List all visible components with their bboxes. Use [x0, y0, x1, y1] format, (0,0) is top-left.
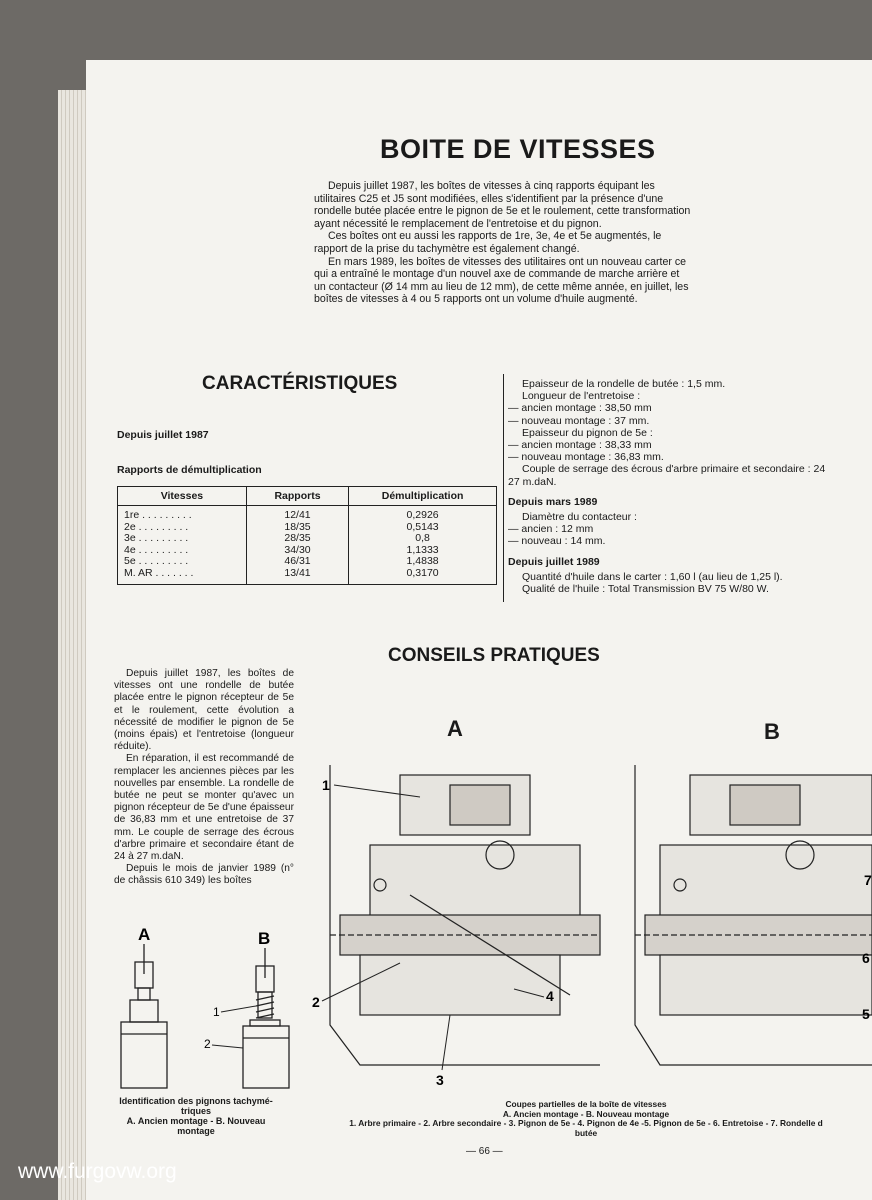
callout-arrow-1: [221, 1006, 256, 1012]
demult-value: 0,8: [415, 532, 430, 545]
vitesse-value: M. AR . . . . . . .: [124, 566, 194, 579]
tachymeter-pinion-figure: [100, 920, 290, 1095]
callout-2: 2: [204, 1037, 211, 1051]
rapport-value: 12/41: [284, 509, 311, 521]
conseils-paragraph: En réparation, il est recommandé de remplacer les anciennes pièces par les nouvelles par ensemble. La rondelle de butée ne peut se monter qu'avec un pignon récepteur de 5e d'une épaisseur de 36,83 mm et une entretoise de 37 mm. Le couple de serrage des écrous d'arbre primaire et secondaire étant de 24 à 27 m.daN.: [114, 753, 294, 863]
intro-paragraph: Depuis juillet 1987, les boîtes de vitesses à cinq rapports équipant les utilitaires C25 et J5 sont modifiées, elles s'identifient par la présence d'une rondelle butée placée entre le pignon de 5e et le roulement, cette transformation ayant nécessité le remplacement de l'entretoise et du pignon.: [314, 180, 691, 230]
callout-number: 2: [312, 994, 320, 1010]
vitesse-value: 2e . . . . . . . . .: [124, 520, 189, 533]
spec-line: — ancien montage : 38,50 mm: [508, 402, 652, 415]
caption-line: 1. Arbre primaire - 2. Arbre secondaire - 3. Pignon de 5e - 4. Pignon de 4e -5. Pignon de 5e - 6. Entretoise - 7. Rondelle d: [349, 1118, 823, 1129]
section-b-drawing: [635, 765, 872, 1065]
gearbox-section-figure: [300, 745, 872, 1095]
vitesses-cell: [118, 506, 247, 585]
column-header: Vitesses: [118, 487, 247, 506]
rapport-value: 13/41: [284, 566, 311, 579]
section-heading-caracteristiques: CARACTÉRISTIQUES: [202, 373, 398, 394]
conseils-paragraph: Depuis juillet 1987, les boîtes de vitesses ont une rondelle de butée placée entre le pignon récepteur de 5e et le roulement, cette évolution a nécessité de modifier le pignon de 5e (moins épais) et l'entretoise (longueur réduite).: [114, 668, 294, 753]
page-stack-edge: [58, 90, 88, 1200]
vitesse-value: 1re . . . . . . . . .: [124, 509, 192, 521]
conseils-text: [114, 668, 294, 888]
since-label: Depuis mars 1989: [508, 495, 598, 508]
callout-number: 5: [862, 1006, 870, 1022]
callout-line: [442, 1015, 450, 1070]
figure-label-b: B: [258, 929, 271, 948]
vitesse-value: 4e . . . . . . . . .: [124, 543, 189, 556]
rapport-value: 34/30: [284, 543, 311, 556]
spec-line: Qualité de l'huile : Total Transmission BV 75 W/80 W.: [522, 583, 769, 596]
callout-number: 6: [862, 950, 870, 966]
section-heading-conseils: CONSEILS PRATIQUES: [388, 645, 600, 666]
spec-line: Epaisseur du pignon de 5e :: [522, 426, 653, 439]
figure-label-a: A: [138, 925, 151, 944]
page-title: BOITE DE VITESSES: [380, 134, 656, 164]
spec-line: Couple de serrage des écrous d'arbre primaire et secondaire : 24: [522, 463, 826, 476]
callout-number: 4: [546, 988, 554, 1004]
watermark: www.furgovw.org: [18, 1160, 177, 1183]
demult-value: 1,1333: [406, 543, 439, 556]
vitesse-value: 5e . . . . . . . . .: [124, 555, 189, 568]
spec-line: — nouveau montage : 36,83 mm.: [508, 451, 664, 464]
rapport-value: 46/31: [284, 555, 311, 568]
callout-number: 7: [864, 872, 872, 888]
big-figure-caption: [300, 1100, 872, 1138]
spec-line: Diamètre du contacteur :: [522, 511, 637, 524]
section-a-drawing: [330, 765, 600, 1065]
caption-line: triques: [180, 1106, 211, 1116]
new-pinion-drawing: [243, 948, 289, 1088]
vitesse-value: 3e . . . . . . . . .: [124, 532, 189, 545]
rapport-value: 18/35: [284, 520, 311, 533]
page-number: — 66 —: [466, 1146, 503, 1157]
caption-line: Identification des pignons tachymé-: [119, 1096, 273, 1106]
demult-value: 0,2926: [406, 509, 439, 521]
caption-line: Coupes partielles de la boîte de vitesses: [505, 1100, 667, 1109]
spec-line: — ancien montage : 38,33 mm: [508, 439, 652, 452]
demult-value: 0,5143: [406, 520, 439, 533]
demultiplication-cell: [349, 506, 497, 585]
ratios-table: [117, 486, 497, 585]
spec-line: Longueur de l'entretoise :: [522, 390, 641, 403]
rapport-value: 28/35: [284, 532, 311, 545]
column-divider: [503, 374, 504, 602]
intro-paragraph: Ces boîtes ont eu aussi les rapports de 1re, 3e, 4e et 5e augmentés, le rapport de la prise du tachymètre est également changé.: [314, 230, 662, 255]
spec-line: — nouveau montage : 37 mm.: [508, 414, 650, 427]
demult-value: 0,3170: [406, 566, 439, 579]
figure-label-b: B: [764, 719, 780, 744]
caption-line: A. Ancien montage - B. Nouveau: [126, 1116, 266, 1126]
intro-paragraph: En mars 1989, les boîtes de vitesses des utilitaires ont un nouveau carter ce qui a entraîné le montage d'un nouvel axe de commande de marche arrière et un contacteur (Ø 14 mm au lieu de 12 mm), de cette même année, en juillet, les boîtes de vitesses à 4 ou 5 rapports ont un volume d'huile augmenté.: [314, 255, 689, 306]
figure-label-a: A: [447, 716, 463, 741]
column-header: Rapports: [246, 487, 348, 506]
intro-text: [314, 180, 694, 306]
old-pinion-drawing: [121, 944, 167, 1088]
table-label: Rapports de démultiplication: [117, 464, 262, 476]
rapports-cell: [246, 506, 348, 585]
callout-1: 1: [213, 1005, 220, 1019]
spec-line: 27 m.daN.: [508, 475, 557, 488]
since-label: Depuis juillet 1987: [117, 429, 209, 441]
spec-line: — ancien : 12 mm: [508, 523, 594, 536]
spec-line: Quantité d'huile dans le carter : 1,60 l (au lieu de 1,25 l).: [522, 570, 783, 583]
caption-line: montage: [177, 1126, 215, 1136]
callout-number: 1: [322, 777, 330, 793]
callout-number: 3: [436, 1072, 444, 1088]
callout-arrow-2: [212, 1045, 243, 1048]
demult-value: 1,4838: [406, 555, 439, 568]
caption-line: A. Ancien montage - B. Nouveau montage: [502, 1108, 670, 1119]
small-figure-caption: [104, 1096, 288, 1136]
caption-line: butée: [574, 1127, 598, 1138]
conseils-paragraph: Depuis le mois de janvier 1989 (n° de châssis 610 349) les boîtes: [114, 863, 294, 887]
spec-line: Epaisseur de la rondelle de butée : 1,5 mm.: [522, 378, 726, 390]
since-label: Depuis juillet 1989: [508, 555, 600, 568]
right-column: [508, 378, 872, 595]
column-header: Démultiplication: [349, 487, 497, 506]
spec-line: — nouveau : 14 mm.: [508, 535, 606, 548]
